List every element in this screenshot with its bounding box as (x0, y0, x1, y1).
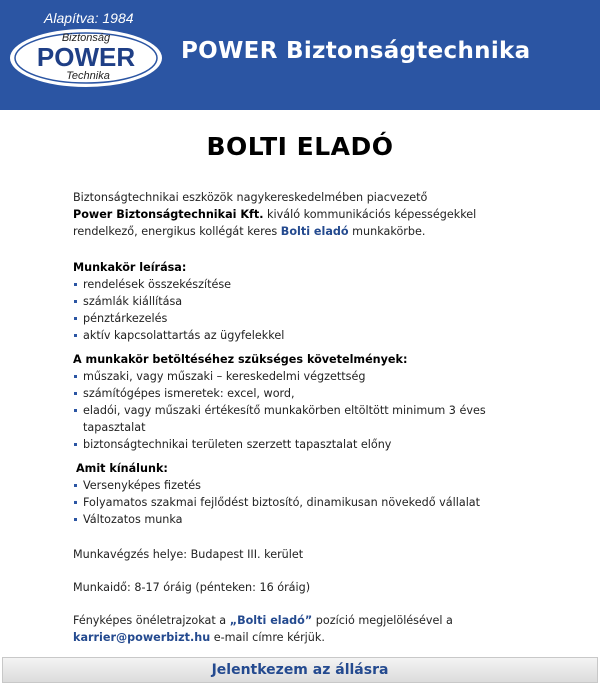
section-title: Amit kínálunk: (76, 462, 168, 475)
apply-button-label: Jelentkezem az állásra (211, 662, 389, 678)
intro-text-2: kiváló kommunikációs képességekkel rendelkező, energikus kollégát keres (73, 208, 477, 238)
apply-text-1: Fényképes önéletrajzokat a (73, 614, 230, 627)
logo-main-text: POWER (36, 42, 136, 72)
list-item: pénztárkezelés (73, 310, 523, 327)
list-item: rendelések összekészítése (73, 276, 523, 293)
header-banner (0, 0, 600, 110)
list-item: eladói, vagy műszaki értékesítő munkakörben eltöltött minimum 3 éves tapasztalat (73, 402, 523, 436)
logo-bottom-text: Technika (66, 70, 110, 82)
job-content (73, 189, 523, 646)
section-duties (73, 259, 523, 344)
list-item: Változatos munka (73, 511, 523, 528)
list-item: számítógépes ismeretek: excel, word, (73, 385, 523, 402)
section-requirements (73, 351, 523, 453)
list-item: műszaki, vagy műszaki – kereskedelmi végzettség (73, 368, 523, 385)
intro-text-3: munkakörbe. (348, 225, 426, 238)
brand-name: POWER Biztonságtechnika (181, 38, 531, 64)
intro-paragraph (73, 189, 523, 240)
apply-button[interactable] (2, 657, 598, 683)
work-hours: Munkaidő: 8-17 óráig (pénteken: 16 óráig) (73, 581, 311, 594)
apply-text-3: e-mail címre kérjük. (210, 631, 325, 644)
position-name: Bolti eladó (280, 225, 349, 238)
apply-text-2: pozíció megjelölésével a (312, 614, 453, 627)
section-offer (73, 460, 523, 528)
list-item: biztonságtechnikai területen szerzett tapasztalat előny (73, 436, 523, 453)
email-link[interactable]: karrier@powerbizt.hu (73, 631, 211, 644)
power-logo[interactable] (0, 0, 170, 100)
intro-text-1: Biztonságtechnikai eszközök nagykereskedelmében piacvezető (73, 191, 428, 204)
apply-position: „Bolti eladó” (229, 614, 313, 627)
job-title: BOLTI ELADÓ (206, 132, 394, 161)
list-item: Folyamatos szakmai fejlődést biztosító, dinamikusan növekedő vállalat (73, 494, 523, 511)
list-item: számlák kiállítása (73, 293, 523, 310)
work-location: Munkavégzés helye: Budapest III. kerület (73, 548, 304, 561)
logo-top-text: Biztonság (61, 32, 111, 44)
application-instructions (73, 612, 523, 646)
logo-founded: Alapítva: 1984 (44, 10, 134, 26)
section-title: Munkakör leírása: (73, 261, 187, 274)
company-name: Power Biztonságtechnikai Kft. (73, 208, 264, 221)
section-title: A munkakör betöltéséhez szükséges követelmények: (73, 353, 408, 366)
list-item: Versenyképes fizetés (73, 477, 523, 494)
list-item: aktív kapcsolattartás az ügyfelekkel (73, 327, 523, 344)
